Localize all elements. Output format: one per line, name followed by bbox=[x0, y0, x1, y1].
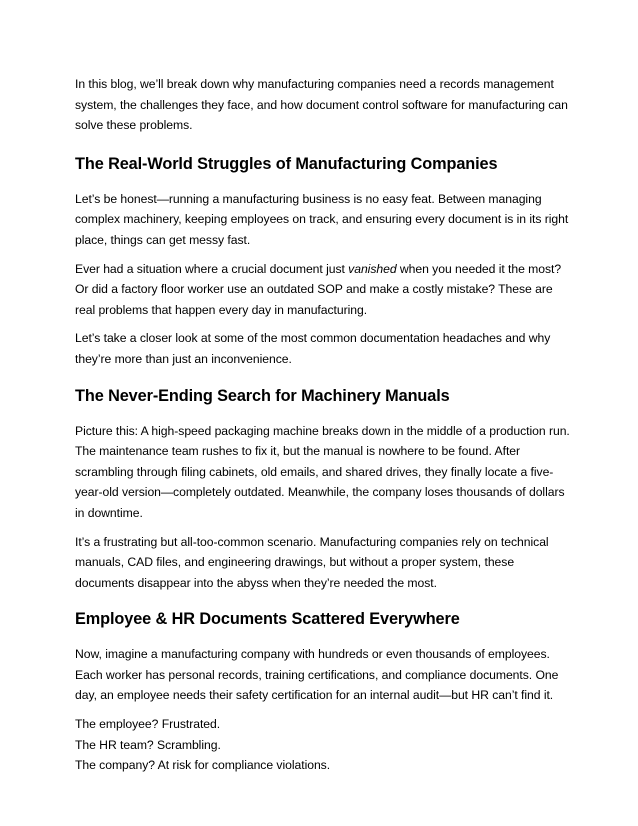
hr-line-employee: The employee? Frustrated. bbox=[75, 717, 221, 732]
struggles-paragraph-2 bbox=[75, 259, 570, 321]
document-page bbox=[75, 74, 570, 776]
manuals-paragraph-2: It’s a frustrating but all-too-common scenario. Manufacturing companies rely on technical manuals, CAD files, and engineering drawings, but without a proper system, these documents disappear into the abyss when they’re needed the most. bbox=[75, 534, 549, 590]
hr-line-team: The HR team? Scrambling. bbox=[75, 737, 221, 752]
hr-status-lines bbox=[75, 714, 570, 776]
section-heading-struggles: The Real-World Struggles of Manufacturing Companies bbox=[75, 154, 498, 173]
struggles-paragraph-2-start: Ever had a situation where a crucial document just bbox=[75, 261, 349, 276]
hr-paragraph-1: Now, imagine a manufacturing company with hundreds or even thousands of employees. Each worker has personal records, training certifications, and compliance documents. One day, an employee needs their safety certification for an internal audit—but HR can’t find it. bbox=[75, 647, 559, 703]
struggles-paragraph-1: Let’s be honest—running a manufacturing business is no easy feat. Between managing complex machinery, keeping employees on track, and ensuring every document is in its right place, things can get messy fast. bbox=[75, 191, 569, 247]
intro-paragraph: In this blog, we’ll break down why manufacturing companies need a records management system, the challenges they face, and how document control software for manufacturing can solve these problems. bbox=[75, 77, 568, 133]
manuals-paragraph-1: Picture this: A high-speed packaging machine breaks down in the middle of a production run. The maintenance team rushes to fix it, but the manual is nowhere to be found. After scrambling through filing cabinets, old emails, and shared drives, they finally locate a five-year-old version—completely outdated. Meanwhile, the company loses thousands of dollars in downtime. bbox=[75, 423, 570, 520]
hr-line-company: The company? At risk for compliance violations. bbox=[75, 758, 331, 773]
section-heading-hr-documents: Employee & HR Documents Scattered Everywhere bbox=[75, 610, 460, 629]
section-heading-manuals: The Never-Ending Search for Machinery Manuals bbox=[75, 386, 450, 405]
struggles-paragraph-3: Let’s take a closer look at some of the most common documentation headaches and why they’re more than just an inconvenience. bbox=[75, 331, 551, 366]
vanished-emphasis: vanished bbox=[348, 261, 397, 276]
struggles-paragraph-2-end: when you needed it the most? Or did a factory floor worker use an outdated SOP and make a costly mistake? These are real problems that happen every day in manufacturing. bbox=[75, 261, 562, 317]
